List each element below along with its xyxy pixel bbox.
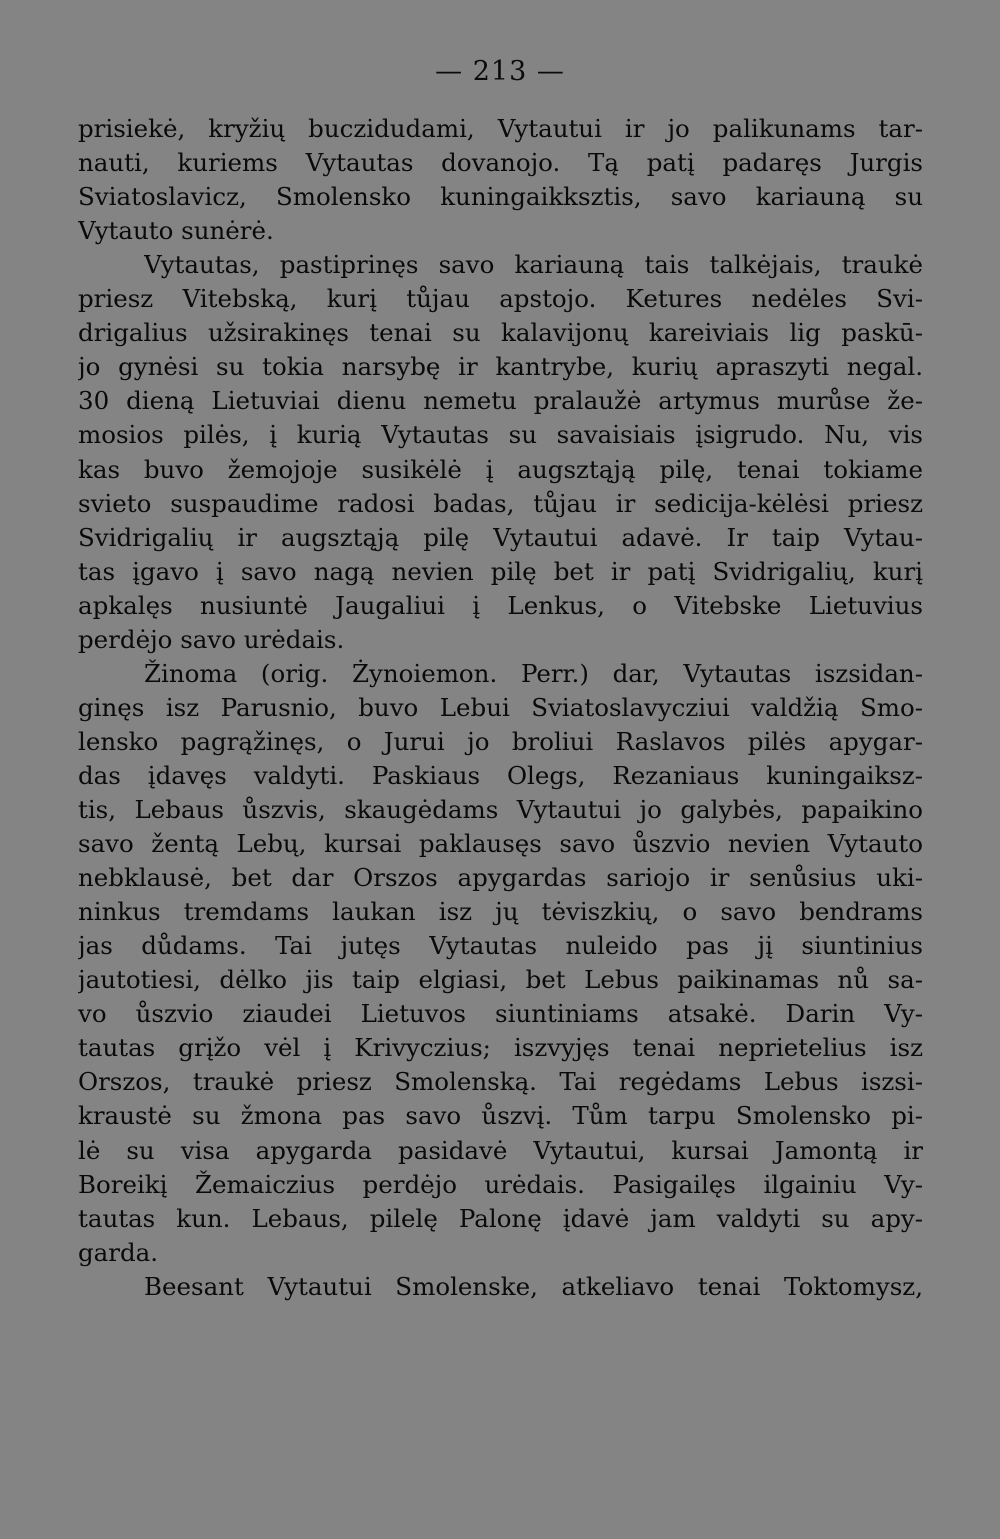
text-line: Sviatoslavicz, Smolensko kuningaikksztis, savo kariauną su (78, 182, 923, 212)
text-line: Vytauto sunėrė. (78, 216, 274, 246)
text-line: ninkus tremdams laukan isz jų tėviszkių, o savo bendrams (78, 897, 923, 927)
text-line: tautas grįžo vėl į Krivyczius; iszvyjęs tenai neprietelius isz (78, 1033, 923, 1063)
text-line: drigalius užsirakinęs tenai su kalavijonų kareiviais lig paskū- (78, 318, 923, 348)
text-line: Žinoma (orig. Żynoiemon. Perr.) dar, Vytautas iszsidan- (144, 658, 923, 688)
text-line: ginęs isz Parusnio, buvo Lebui Sviatoslavycziui valdžią Smo- (78, 692, 923, 722)
text-line: jas důdams. Tai jutęs Vytautas nuleido pas jį siuntinius (78, 931, 923, 961)
text-line: Vytautas, pastiprinęs savo kariauną tais talkėjais, traukė (144, 250, 923, 280)
text-line: das įdavęs valdyti. Paskiaus Olegs, Rezaniaus kuningaiksz- (78, 760, 923, 790)
text-line: kraustė su žmona pas savo ůszvį. Tům tarpu Smolensko pi- (78, 1101, 923, 1131)
text-line: priesz Vitebską, kurį tůjau apstojo. Ketures nedėles Svi- (78, 284, 923, 314)
text-line: tis, Lebaus ůszvis, skaugėdams Vytautui jo galybės, papaikino (78, 795, 923, 824)
text-line: jo gynėsi su tokia narsybę ir kantrybe, kurių apraszyti negal. (78, 352, 923, 382)
text-line: Beesant Vytautui Smolenske, atkeliavo tenai Toktomysz, (144, 1271, 923, 1301)
text-line: nauti, kuriems Vytautas dovanojo. Tą patį padaręs Jurgis (78, 148, 923, 178)
text-line: 30 dieną Lietuviai dienu nemetu pralaužė artymus murůse že- (78, 386, 923, 416)
text-line: apkalęs nusiuntė Jaugaliui į Lenkus, o Vitebske Lietuvius (78, 590, 923, 620)
text-line: savo žentą Lebų, kursai paklausęs savo ůszvio nevien Vytauto (78, 829, 923, 859)
text-line: jautotiesi, dėlko jis taip elgiasi, bet Lebus paikinamas nů sa- (78, 965, 923, 995)
text-line: lensko pagrąžinęs, o Jurui jo broliui Raslavos pilės apygar- (78, 726, 923, 756)
text-line: Orszos, traukė priesz Smolenską. Tai regėdams Lebus iszsi- (78, 1067, 923, 1097)
text-line: tas įgavo į savo nagą nevien pilę bet ir patį Svidrigalių, kurį (78, 556, 923, 586)
text-line: prisiekė, kryžių buczidudami, Vytautui ir jo palikunams tar- (78, 114, 923, 143)
text-line: tautas kun. Lebaus, pilelę Palonę įdavė jam valdyti su apy- (78, 1203, 923, 1233)
text-line: mosios pilės, į kurią Vytautas su savaisiais įsigrudo. Nu, vis (78, 420, 923, 450)
text-line: perdėjo savo urėdais. (78, 624, 345, 654)
page-number: — 213 — (435, 56, 565, 87)
text-line: Boreikį Žemaiczius perdėjo urėdais. Pasigailęs ilgainiu Vy- (78, 1169, 923, 1199)
text-line: kas buvo žemojoje susikėlė į augsztąją pilę, tenai tokiame (78, 454, 923, 484)
text-line: vo ůszvio ziaudei Lietuvos siuntiniams atsakė. Darin Vy- (78, 999, 923, 1029)
text-line: lė su visa apygarda pasidavė Vytautui, kursai Jamontą ir (78, 1135, 923, 1165)
text-line: svieto suspaudime radosi badas, tůjau ir sedicija-kėlėsi priesz (78, 488, 923, 518)
text-line: nebklausė, bet dar Orszos apygardas sariojo ir senůsius uki- (78, 863, 923, 893)
text-line: garda. (78, 1237, 159, 1267)
text-line: Svidrigalių ir augsztąją pilę Vytautui adavė. Ir taip Vytau- (78, 522, 923, 552)
